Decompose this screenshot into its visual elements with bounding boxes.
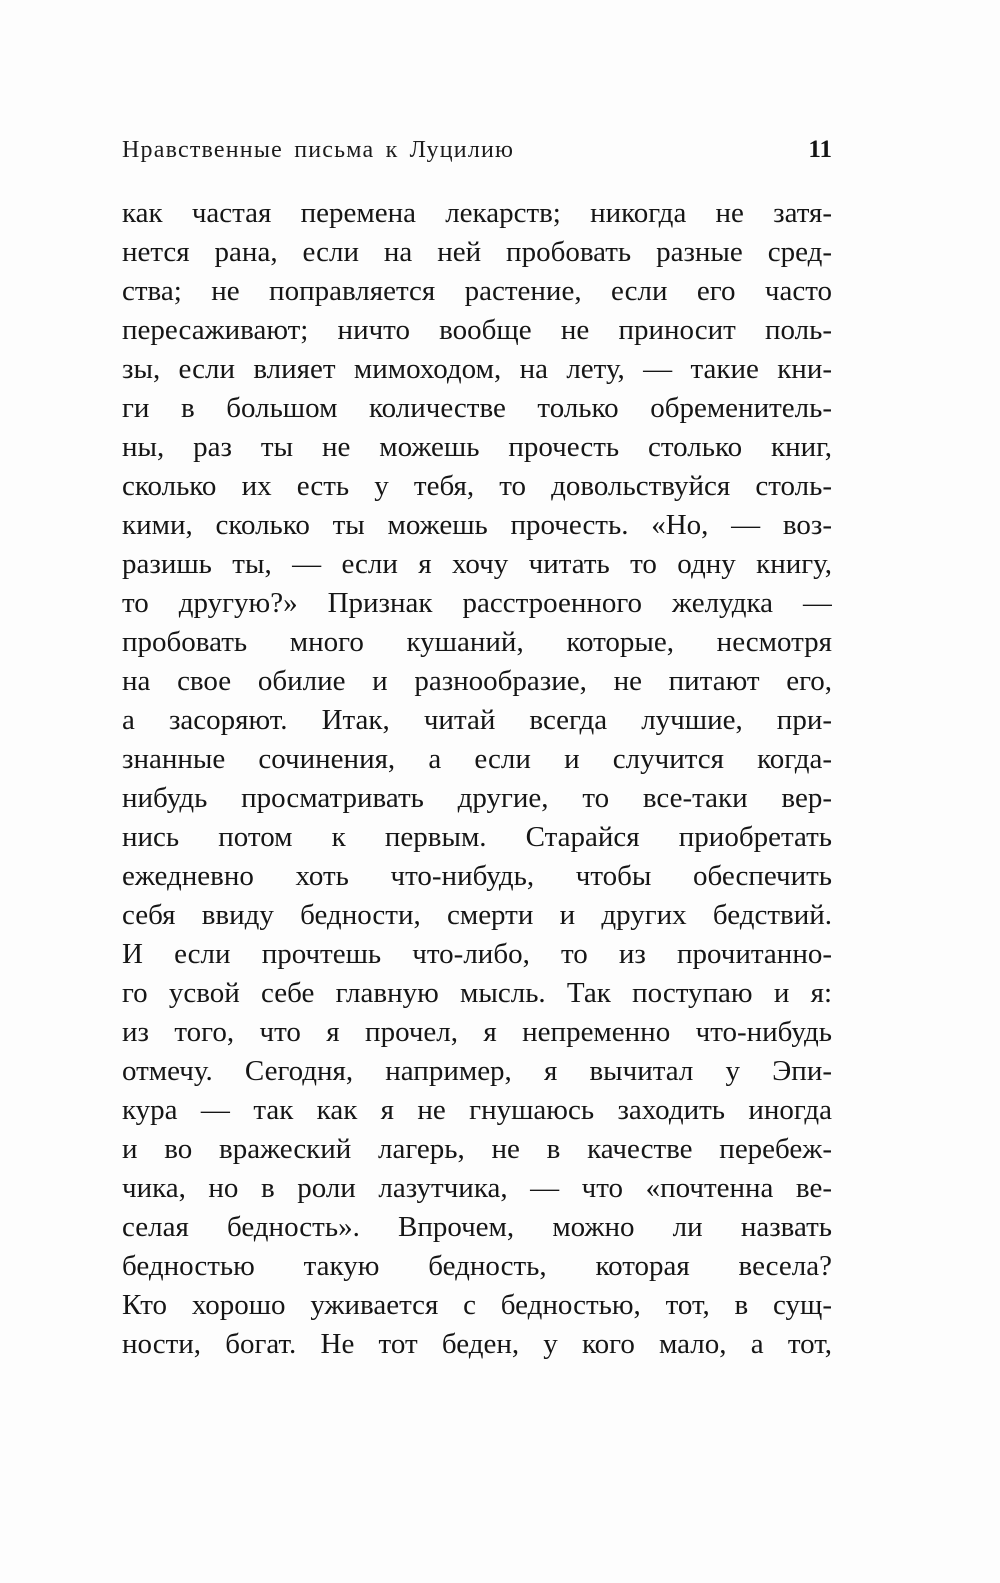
body-text-line: го усвой себе главную мысль. Так поступаю и я: [122,977,832,1009]
body-text-line: то другую?» Признак расстроенного желудка — [122,587,832,619]
body-text-line: зы, если влияет мимоходом, на лету, — такие кни- [122,353,832,385]
running-title: Нравственные письма к Луцилию [122,137,515,163]
body-text-line: разишь ты, — если я хочу читать то одну книгу, [122,548,832,580]
body-text-line: из того, что я прочел, я непременно что-нибудь [122,1016,832,1048]
body-text-line: селая бедность». Впрочем, можно ли назвать [122,1211,832,1243]
body-text-line: сколько их есть у тебя, то довольствуйся столь- [122,470,832,502]
body-text-line: нибудь просматривать другие, то все-таки вер- [122,782,832,814]
body-text-line: а засоряют. Итак, читай всегда лучшие, при- [122,704,832,736]
body-text-line: ежедневно хоть что-нибудь, чтобы обеспечить [122,860,832,892]
body-text-line: знанные сочинения, а если и случится когда- [122,743,832,775]
body-text-line: пробовать много кушаний, которые, несмотря [122,626,832,658]
body-text-line: нется рана, если на ней пробовать разные сред- [122,236,832,268]
body-text-line: ности, богат. Не тот беден, у кого мало, а тот, [122,1328,832,1360]
body-text-line: бедностью такую бедность, которая весела? [122,1250,832,1282]
page-number: 11 [808,136,832,163]
body-text-line: отмечу. Сегодня, например, я вычитал у Эпи- [122,1055,832,1087]
body-text-line: чика, но в роли лазутчика, — что «почтенна ве- [122,1172,832,1204]
body-text-line: на свое обилие и разнообразие, не питают его, [122,665,832,697]
body-text-line: себя ввиду бедности, смерти и других бедствий. [122,899,832,931]
body-text-line: и во вражеский лагерь, не в качестве перебеж- [122,1133,832,1165]
body-text-line: ства; не поправляется растение, если его часто [122,275,832,307]
body-text-line: пересаживают; ничто вообще не приносит поль- [122,314,832,346]
body-text-line: И если прочтешь что-либо, то из прочитанно- [122,938,832,970]
body-text-line: Кто хорошо уживается с бедностью, тот, в сущ- [122,1289,832,1321]
body-text [122,194,832,1364]
body-text-line: ны, раз ты не можешь прочесть столько книг, [122,431,832,463]
body-text-line: нись потом к первым. Старайся приобретать [122,821,832,853]
body-text-line: как частая перемена лекарств; никогда не затя- [122,197,832,229]
body-text-line: кими, сколько ты можешь прочесть. «Но, — воз- [122,509,832,541]
page-header [122,136,832,164]
body-text-line: ги в большом количестве только обременитель- [122,392,832,424]
body-text-line: кура — так как я не гнушаюсь заходить иногда [122,1094,832,1126]
